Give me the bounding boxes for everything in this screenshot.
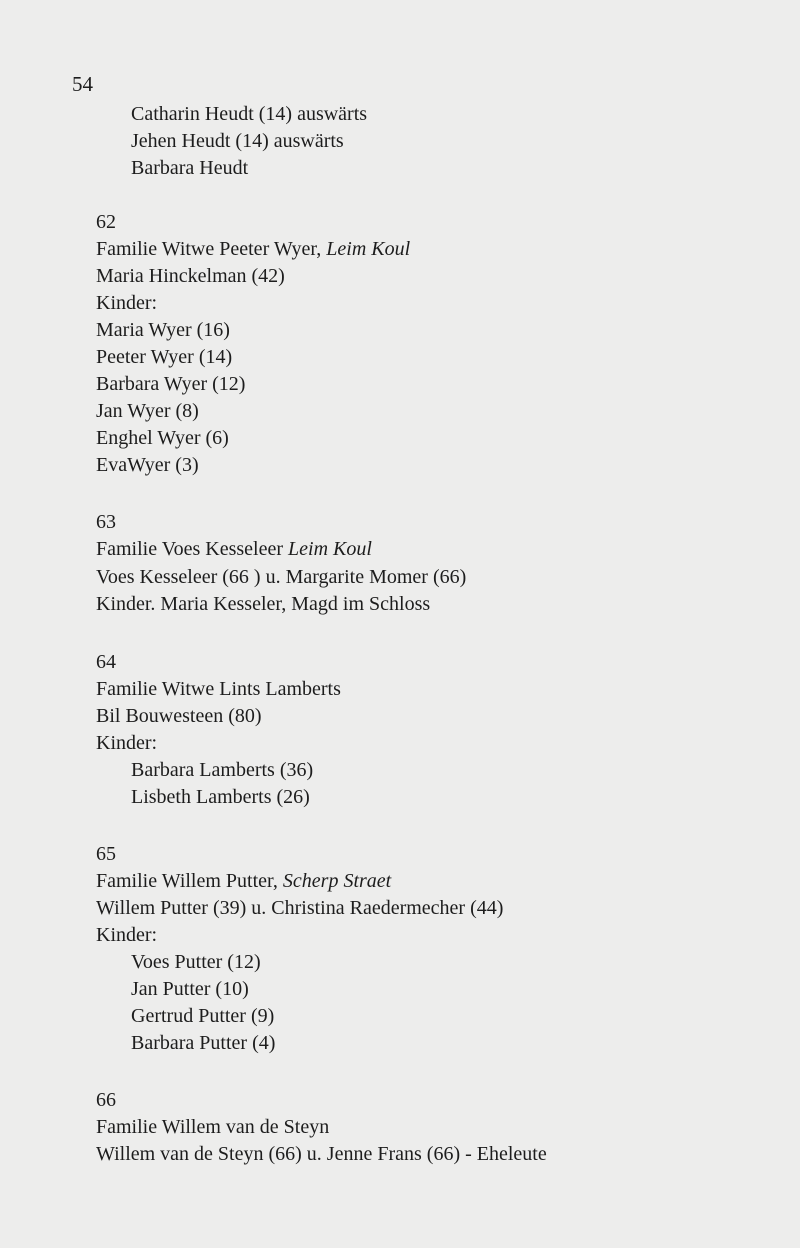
kinder-label: Kinder:	[96, 924, 158, 946]
child-entry: Jan Wyer (8)	[96, 400, 199, 422]
place-name: Scherp Straet	[282, 870, 392, 892]
entry-line: Maria Hinckelman (42)	[96, 265, 285, 287]
child-entry: Enghel Wyer (6)	[96, 427, 229, 449]
family-heading: Familie Witwe Peeter Wyer, Leim Koul	[96, 238, 411, 260]
family-heading: Familie Voes Kesseleer Leim Koul	[96, 538, 372, 560]
entry-line: Catharin Heudt (14) auswärts	[131, 103, 368, 125]
entry-line: Barbara Heudt	[131, 157, 249, 179]
family-number: 64	[96, 651, 116, 673]
entry-line: Bil Bouwesteen (80)	[96, 705, 262, 727]
child-entry: Peeter Wyer (14)	[96, 346, 233, 368]
family-number: 65	[96, 843, 116, 865]
family-number: 63	[96, 511, 116, 533]
child-entry: Lisbeth Lamberts (26)	[131, 786, 310, 808]
page-number: 54	[72, 72, 93, 96]
family-heading: Familie Witwe Lints Lamberts	[96, 678, 341, 700]
family-number: 62	[96, 211, 116, 233]
entry-line: Voes Kesseleer (66 ) u. Margarite Momer (66)	[96, 566, 467, 588]
family-heading: Familie Willem Putter, Scherp Straet	[96, 870, 392, 892]
place-name: Leim Koul	[288, 538, 372, 560]
entry-line: Jehen Heudt (14) auswärts	[131, 130, 344, 152]
kinder-label: Kinder:	[96, 292, 158, 314]
child-entry: Maria Wyer (16)	[96, 319, 230, 341]
entry-line: Willem Putter (39) u. Christina Raedermecher (44)	[96, 897, 504, 919]
entry-line: Kinder. Maria Kesseler, Magd im Schloss	[96, 593, 431, 615]
child-entry: Voes Putter (12)	[131, 951, 261, 973]
child-entry: Jan Putter (10)	[131, 978, 249, 1000]
place-name: Leim Koul	[326, 238, 411, 260]
child-entry: Gertrud Putter (9)	[131, 1005, 275, 1027]
entry-line: Willem van de Steyn (66) u. Jenne Frans (66) - Eheleute	[96, 1143, 547, 1165]
child-entry: EvaWyer (3)	[96, 454, 199, 476]
family-number: 66	[96, 1089, 116, 1111]
family-heading: Familie Willem van de Steyn	[96, 1116, 330, 1138]
child-entry: Barbara Lamberts (36)	[131, 759, 314, 781]
kinder-label: Kinder:	[96, 732, 158, 754]
child-entry: Barbara Putter (4)	[131, 1032, 276, 1054]
child-entry: Barbara Wyer (12)	[96, 373, 246, 395]
